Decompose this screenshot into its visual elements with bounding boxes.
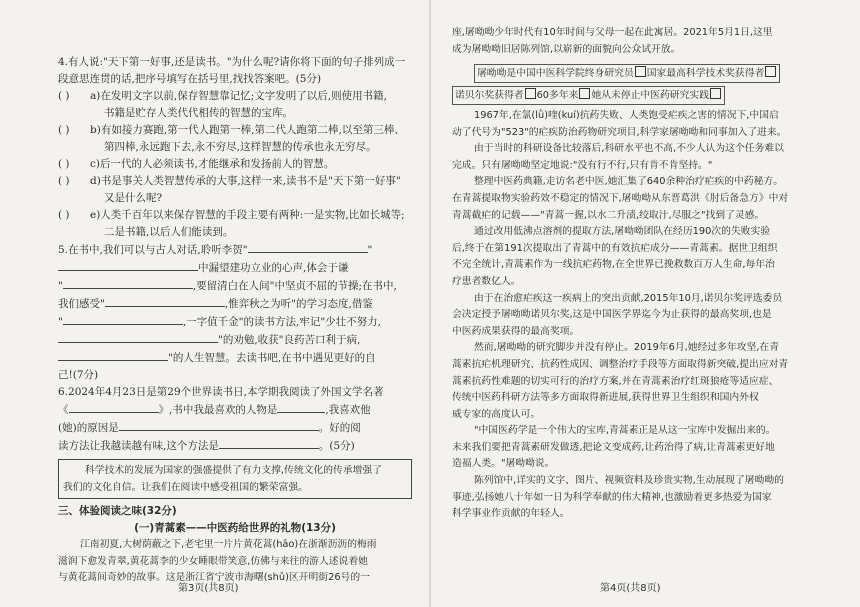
q5-text: 己!(7分) — [58, 369, 99, 381]
option-text: 第四棒,永远跑下去,永不穷尽,这样智慧的传承也永无穷尽。 — [104, 141, 377, 153]
q5-text: ,要留清白在人间"中坚贞不屈的节操;在书中, — [192, 280, 397, 292]
article-line: 1967年,在氯(lǜ)喹(kuí)抗药失败、人类饱受疟疾之害的情况下,中国启 — [474, 110, 779, 121]
boxed-sentence-line — [452, 64, 820, 83]
article-line: "中国医药学是一个伟大的宝库,青蒿素正是从这一宝库中发掘出来的。 — [474, 425, 776, 437]
boxed-text: 国家最高科学技术奖获得者 — [646, 68, 765, 79]
boxed-text: 诺贝尔奖获得者 — [455, 90, 524, 101]
boxed-text: 60多年来 — [536, 90, 579, 101]
q4-title-line: 段意思连贯的话,把序号填写在括号里,找找答案吧。(5分) — [58, 73, 322, 85]
answer-parens[interactable]: ( ) — [58, 158, 70, 170]
q5-line — [58, 295, 412, 313]
option-text: d)书是事关人类智慧传承的大事,这样一来,读书不是"天下第一好事" — [90, 175, 401, 187]
question-5 — [58, 241, 412, 384]
article-line: 中医药成果获得的最高奖项。 — [452, 325, 580, 337]
article-line: 在青蒿提取物实验药效不稳定的情况下,屠呦呦从东晋葛洪《肘后备急方》中对 — [452, 192, 789, 204]
boxed-text: 屠呦呦是中国中医科学院终身研究员 — [477, 68, 634, 79]
q6-text: 。(5分) — [318, 440, 355, 452]
q6-text: 》,书中我最喜欢的人物是 — [158, 404, 278, 416]
q5-line — [58, 331, 412, 349]
article-line: 与黄花蒿间奇妙的故事。这是浙江省宁波市海曙(shǔ)区开明街26号的一 — [58, 572, 370, 584]
quote-box — [58, 459, 412, 499]
q5-line: 5.在书中,我们可以与古人对话,聆听李贺" " — [58, 241, 412, 259]
q6-text: ,我喜欢他 — [325, 404, 371, 416]
article-body — [452, 108, 820, 523]
page-number: 第3页(共8页) — [178, 583, 239, 594]
article-line: 然而,屠呦呦的研究脚步并没有停止。2019年6月,她经过多年攻坚,在青 — [474, 342, 780, 354]
article-line: 事迹,弘扬她八十年如一日为科学奉献的伟大精神,也激励着更多热爱为国家 — [452, 491, 772, 503]
article-line: 不完全统计,青蒿素作为一线抗疟药物,在全世界已挽救数百万人生命,每年治 — [452, 259, 775, 271]
article-line: 威专家的高度认可。 — [452, 408, 541, 420]
q6-text: (她)的原因是 — [58, 422, 119, 434]
article-line: 由于当时的科研设备比较落后,科研水平也不高,不少人认为这个任务难以 — [474, 143, 784, 155]
answer-parens[interactable]: ( ) — [58, 209, 70, 221]
q5-text: 中漏望建功立业的心声,体会于谦 — [198, 262, 349, 274]
punctuation-box[interactable] — [765, 66, 776, 77]
article-line: 疗患者数亿人。 — [452, 275, 521, 287]
boxed-sentence — [474, 64, 780, 83]
boxed-sentence-line — [452, 86, 820, 105]
q5-text: 我们感受" — [58, 298, 105, 310]
q6-text: 。好的阅 — [318, 422, 361, 434]
article-title: (一)青蒿素——中医药给世界的礼物(13分) — [134, 522, 336, 534]
page-number: 第4页(共8页) — [600, 583, 661, 594]
question-4 — [58, 54, 412, 241]
article-line: 通过改用低沸点溶剂的提取方法,屠呦呦团队在经历190次的失败实验 — [474, 226, 771, 238]
option-text: b)有如接力赛跑,第一代人跑第一棒,第二代人跑第二棒,以至第三棒、 — [90, 124, 405, 136]
q6-text: 《 — [58, 404, 69, 416]
article-line: 青蒿截疟的记载——"青蒿一握,以水二升渍,绞取汁,尽服之"找到了灵感。 — [452, 209, 765, 221]
q6-line — [58, 401, 412, 419]
q4-option — [58, 88, 412, 122]
boxed-text: 她从未停止中医药研究实践 — [591, 90, 709, 101]
quote-line: 科学技术的发展为国家的强盛提供了有力支撑,传统文化的传承增强了 — [85, 465, 383, 476]
q5-text: "的劝勉,收获"良药苦口利于病, — [218, 334, 361, 346]
q6-line — [58, 419, 412, 437]
q4-title-line: 4.有人说:"天下第一好事,还是读书。"为什么呢?请你将下面的句子排列成一 — [58, 56, 406, 68]
boxed-sentence — [452, 86, 725, 105]
q6-line — [58, 437, 412, 455]
article-line: 成为屠呦呦旧居陈列馆,以崭新的面貌向公众试开放。 — [452, 44, 681, 55]
article-line: 造福人类。"屠呦呦说。 — [452, 458, 555, 470]
fill-blank[interactable] — [105, 295, 225, 307]
article-line: 蒿素抗疟机理研究、抗药性成因、调整治疗手段等方面取得新突破,提出应对青 — [452, 358, 789, 370]
answer-parens[interactable]: ( ) — [58, 90, 70, 102]
q5-text: " — [58, 280, 63, 292]
q4-option — [58, 156, 412, 173]
article-line: 由于在治愈疟疾这一疾病上的突出贡献,2015年10月,诺贝尔奖评选委员 — [474, 292, 783, 304]
quote-line: 我们的文化自信。让我们在阅读中感受祖国的繁荣富强。 — [63, 482, 308, 493]
punctuation-box[interactable] — [710, 88, 721, 99]
option-text: a)在发明文字以前,保存智慧靠记忆;文字发明了以后,则使用书籍, — [90, 90, 387, 102]
article-line: 科学事业作贡献的年轻人。 — [452, 508, 570, 520]
article-line: 未来我们要把青蒿素研发做透,把论文变成药,让药治得了病,让青蒿素更好地 — [452, 441, 775, 453]
option-text: 又是什么呢? — [104, 192, 163, 204]
article-line: 后,终于在第191次提取出了青蒿中的有效抗疟成分——青蒿素。据世卫组织 — [452, 242, 778, 254]
option-text: c)后一代的人必须读书,才能继承和发扬前人的智慧。 — [90, 158, 335, 170]
fill-blank[interactable] — [58, 259, 198, 271]
q5-line — [58, 277, 412, 295]
fill-blank[interactable] — [119, 419, 319, 431]
q6-text: 读方法让我越读越有味,这个方法是 — [58, 440, 219, 452]
punctuation-box[interactable] — [579, 88, 590, 99]
q5-text: ,惟弈秋之为听"的学习态度,借鉴 — [224, 298, 373, 310]
q4-option — [58, 207, 412, 241]
q5-text: " — [58, 316, 63, 328]
q4-option — [58, 173, 412, 207]
fill-blank[interactable] — [277, 401, 325, 413]
fill-blank[interactable] — [219, 437, 319, 449]
article-line: 陈列馆中,详实的文字、图片、视频资料及珍贵实物,生动展现了屠呦呦的 — [474, 475, 784, 487]
page-4 — [430, 0, 860, 607]
q4-option — [58, 122, 412, 156]
article-line: 会决定授予屠呦呦诺贝尔奖,这是中国医学界迄今为止获得的最高奖项,也是 — [452, 309, 772, 321]
q5-line — [58, 313, 412, 331]
punctuation-box[interactable] — [635, 66, 646, 77]
q6-text: 6.2024年4月23日是第29个世界读书日,本学期我阅读了外国文学名著 — [58, 386, 384, 398]
article-line: 整理中医药典籍,走访名老中医,她汇集了640余种治疗疟疾的中药秘方。 — [474, 176, 784, 188]
article-line: 滋润下愈发青翠,黄花蒿李的少女睡眼带笑意,仿佛与来往的游人述说着她 — [58, 555, 368, 567]
answer-parens[interactable]: ( ) — [58, 175, 70, 187]
q5-text: 5.在书中,我们可以与古人对话,聆听李贺" — [58, 244, 248, 256]
answer-parens[interactable]: ( ) — [58, 124, 70, 136]
fill-blank[interactable] — [248, 241, 368, 253]
article-line: 江南初夏,大树荫蔽之下,老宅里一片片黄花蒿(hāo)在浙渐沥沥的梅雨 — [80, 539, 377, 550]
fill-blank[interactable] — [63, 313, 183, 325]
fill-blank[interactable] — [58, 349, 168, 361]
option-text: 二是书籍,以后人们能读到。 — [104, 226, 234, 238]
q5-line — [58, 259, 412, 277]
fill-blank[interactable] — [58, 331, 218, 343]
option-text: e)人类千百年以来保存智慧的手段主要有两种:一是实物,比如长城等; — [90, 209, 405, 221]
q5-line — [58, 349, 412, 367]
fill-blank[interactable] — [63, 277, 193, 289]
article-line: 座,屠呦呦少年时代有10年时间与父母一起在此寓居。2021年5月1日,这里 — [452, 27, 773, 38]
section-3-heading: 三、体验阅读之味(32分) — [58, 505, 177, 517]
article-line: 传统中医药科研方法等多方面取得新进展,获得世界卫生组织和国内外权 — [452, 392, 759, 404]
question-6 — [58, 384, 412, 455]
article-line: 完成。只有屠呦呦坚定地说:"没有行不行,只有肯不肯坚持。" — [452, 159, 713, 171]
q5-text: "的人生智慧。去读书吧,在书中遇见更好的自 — [168, 352, 376, 364]
punctuation-box[interactable] — [525, 88, 536, 99]
option-text: 书籍是贮存人类代代相传的智慧的宝库。 — [104, 107, 293, 119]
fill-blank[interactable] — [69, 401, 159, 413]
article-line: 动了代号为"523"的疟疾防治药物研究项目,科学家屠呦呦和同事加入了进来。 — [452, 126, 787, 138]
article-line: 蒿素抗药性难题的切实可行的治疗方案,并在青蒿素治疗红斑狼疮等适应症、 — [452, 375, 779, 387]
q5-text: ,一字值千金"的读书方法,牢记"少壮不努力, — [182, 316, 382, 328]
